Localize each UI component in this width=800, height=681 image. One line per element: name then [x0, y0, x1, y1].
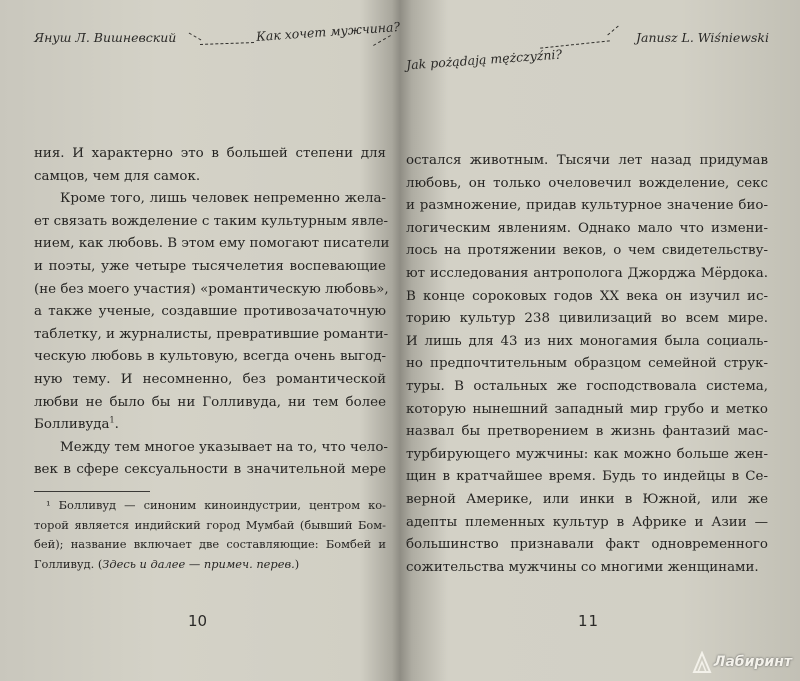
paragraph-3 — [34, 437, 386, 482]
text-line: любовь, он только очеловечил вожделение, секс — [406, 175, 768, 191]
text-line: ния. И характерно это в большей степени для — [34, 146, 386, 161]
text-line: большинство признавали факт одновременного — [406, 537, 768, 553]
text-line: назвал бы претворением в жизнь фантазий мас- — [406, 424, 768, 440]
decorative-dash — [607, 26, 618, 36]
text-line: нием, как любовь. В этом ему помогают писатели — [34, 236, 390, 252]
text-line: остался животным. Тысячи лет назад придумав — [406, 153, 768, 168]
right-page — [400, 0, 800, 681]
text-line: ет связать вожделение с таким культурным явле- — [34, 213, 389, 229]
text-line: лось на протяжении веков, о чем свидетельству- — [406, 243, 768, 259]
text-line: верной Америке, или инки в Южной, или же — [406, 491, 768, 507]
text-line: и размножение, придав культурное значение био- — [406, 198, 768, 214]
paragraph-1 — [34, 143, 386, 188]
running-head-author-pl: Janusz L. Wiśniewski — [636, 30, 769, 45]
text-line: В конце сороковых годов XX века он изучил ис- — [406, 288, 768, 304]
text-line: которую нынешний западный мир грубо и метко — [406, 401, 768, 417]
text-line: (не без моего участия) «романтическую любовь», — [34, 281, 389, 297]
text-line: и поэты, уже четыре тысячелетия воспевающие — [34, 258, 386, 274]
footnote-text: Голливуд. ( — [34, 556, 103, 571]
decorative-dash — [373, 35, 391, 46]
footnote-note: Здесь и далее — примеч. перев. — [102, 556, 295, 571]
footnote-line: торой является индийский город Мумбай (бывший Бом- — [34, 517, 386, 532]
text-line: но предпочтительным образцом семейной струк- — [406, 356, 768, 372]
text-line: торию культур 238 цивилизаций во всем мире. — [406, 311, 768, 327]
footnote-divider — [34, 491, 150, 492]
left-page-body — [34, 143, 390, 482]
decorative-dash — [189, 33, 202, 41]
text-line: таблетку, и журналисты, превратившие романти- — [34, 326, 389, 342]
running-head-title-ru: Как хочет мужчина? — [255, 18, 401, 45]
text-line: Между тем многое указывает на то, что чело- — [60, 439, 388, 455]
text-line: самцов, чем для самок. — [34, 168, 201, 184]
running-head-author-ru: Януш Л. Вишневский — [34, 30, 177, 45]
paragraph-2 — [34, 188, 390, 437]
running-head-title-pl: Jak pożądają mężczyźni? — [405, 46, 563, 73]
footnote-line: бей); название включает две составляющие: Бомбей и — [34, 537, 386, 552]
text-line: а также ученые, создавшие противозачаточную — [34, 304, 386, 320]
bollywood-word: Болливуда — [34, 417, 110, 433]
footnote-text: ) — [294, 556, 300, 571]
text-line: адепты племенных культур в Африке и Азии — — [406, 514, 768, 530]
text-line: ческую любовь в культовую, всегда очень выгод- — [34, 349, 386, 365]
text-line: век в сфере сексуальности в значительной мере — [34, 462, 386, 478]
text-line: щин в кратчайшее время. Будь то индейцы в Се- — [406, 469, 768, 485]
decorative-dash — [200, 42, 254, 45]
page-number-left: 10 — [188, 612, 208, 630]
labyrinth-logo-icon — [692, 651, 712, 673]
footnote-line — [34, 555, 386, 575]
text-line: логическим явлениям. Однако мало что измени- — [406, 220, 768, 236]
watermark — [692, 651, 792, 673]
page-number-right: 11 — [578, 612, 600, 630]
footnote-line: ¹ Болливуд — синоним киноиндустрии, центром ко- — [46, 498, 386, 512]
decorative-dash — [540, 40, 610, 48]
text-line: Кроме того, лишь человек непременно жела- — [60, 191, 386, 207]
text-line: И лишь для 43 из них моногамия была социаль- — [406, 333, 768, 349]
right-page-body — [406, 150, 768, 579]
text-line: ную тему. И несомненно, без романтической — [34, 371, 386, 387]
text-line: ют исследования антрополога Джорджа Мёрдока. — [406, 265, 768, 281]
footnote — [34, 496, 386, 574]
text-line: туры. В остальных же господствовала система, — [406, 378, 768, 394]
text-line: турбирующего мужчины: как можно больше жен- — [406, 446, 768, 462]
text-line: сожительства мужчины со многими женщинами. — [406, 559, 759, 575]
text-line: Болливуда$^1$. — [34, 415, 119, 433]
watermark-text: Лабиринт — [713, 654, 792, 670]
footnote-reference[interactable]: 1 — [109, 415, 115, 425]
text-line: любви не было бы ни Голливуда, ни тем более — [34, 394, 386, 410]
